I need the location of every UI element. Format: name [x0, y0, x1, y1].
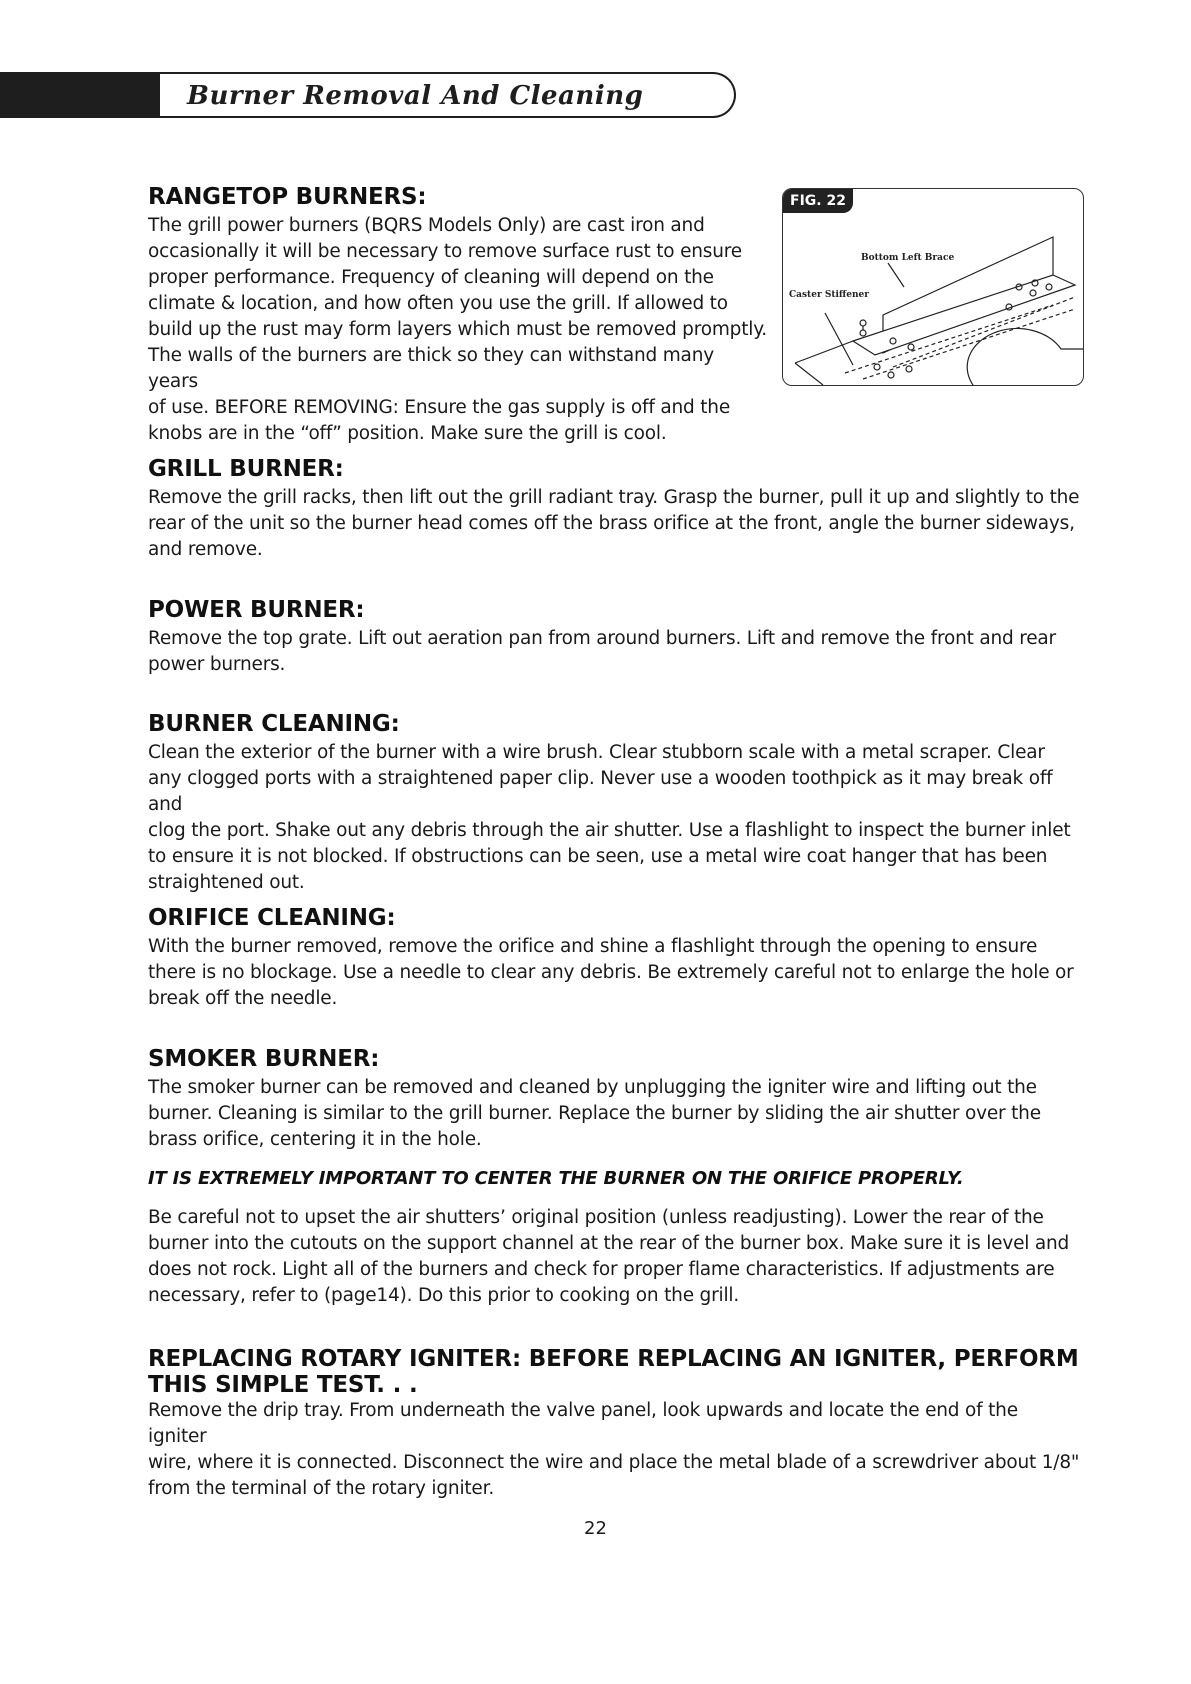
bottom-left-brace-label: Bottom Left Brace — [861, 253, 955, 263]
header-bar — [0, 72, 175, 118]
section-orifice-cleaning — [148, 905, 1082, 1012]
brace-diagram — [783, 189, 1083, 385]
section-body: The smoker burner can be removed and cleaned by unplugging the igniter wire and lifting out the burner. Cleaning is similar to the grill burner. Replace the burner by sliding the air shutter over the brass orifice, centering it in the hole. — [148, 1077, 1041, 1150]
section-heading: RANGETOP BURNERS: — [148, 184, 427, 210]
section-heading: SMOKER BURNER: — [148, 1046, 380, 1072]
page-title: Burner Removal And Cleaning — [187, 81, 644, 111]
section-body: Clean the exterior of the burner with a wire brush. Clear stubborn scale with a metal scraper. Clear any clogged ports with a straightened paper clip. Never use a wooden toothpick as it may break off and clog the port. Shake out any debris through the air shutter. Use a flashlight to inspect the burner inlet to ensure it is not blocked. If obstructions can be seen, use a metal wire coat hanger that has been straightened out. — [148, 742, 1071, 893]
section-rangetop — [148, 184, 768, 447]
section-body: Remove the top grate. Lift out aeration pan from around burners. Lift and remove the front and rear power burners. — [148, 628, 1056, 675]
section-body: With the burner removed, remove the orifice and shine a flashlight through the opening to ensure there is no blockage. Use a needle to clear any debris. Be extremely careful not to enlarge the hole or break off the needle. — [148, 936, 1074, 1009]
section-smoker-burner — [148, 1046, 1082, 1309]
important-note: IT IS EXTREMELY IMPORTANT TO CENTER THE BURNER ON THE ORIFICE PROPERLY. — [148, 1168, 964, 1189]
section-heading: ORIFICE CLEANING: — [148, 905, 396, 931]
section-replacing-igniter — [148, 1346, 1082, 1502]
caster-stiffener-label: Caster Stiffener — [789, 290, 870, 300]
section-heading: GRILL BURNER: — [148, 456, 344, 482]
page-number: 22 — [584, 1518, 607, 1539]
section-body-continued: Be careful not to upset the air shutters’ original position (unless readjusting). Lower the rear of the burner into the cutouts on the support channel at the rear of the burner box. Make sure it is level and does not rock. Light all of the burners and check for proper flame characteristics. If adjustments are necessary, refer to (page14). Do this prior to cooking on the grill. — [148, 1207, 1070, 1306]
figure-22 — [782, 188, 1084, 386]
section-power-burner — [148, 597, 1082, 678]
section-body: Remove the grill racks, then lift out the grill radiant tray. Grasp the burner, pull it up and slightly to the rear of the unit so the burner head comes off the brass orifice at the front, angle the burner sideways, and remove. — [148, 487, 1080, 560]
section-body: The grill power burners (BQRS Models Only) are cast iron and occasionally it will be necessary to remove surface rust to ensure proper performance. Frequency of cleaning will depend on the climate & location, and how often you use the grill. If allowed to build up the rust may form layers which must be removed promptly. The walls of the burners are thick so they can withstand many years of use. BEFORE REMOVING: Ensure the gas supply is off and the knobs are in the “off” position. Make sure the grill is cool. — [148, 215, 767, 444]
section-burner-cleaning — [148, 711, 1082, 896]
section-grill-burner — [148, 456, 1082, 563]
section-heading: POWER BURNER: — [148, 597, 365, 623]
figure-tag: FIG. 22 — [783, 189, 853, 213]
section-heading: BURNER CLEANING: — [148, 711, 400, 737]
section-heading: REPLACING ROTARY IGNITER: BEFORE REPLACING AN IGNITER, PERFORM THIS SIMPLE TEST. . . — [148, 1346, 1079, 1398]
section-body: Remove the drip tray. From underneath the valve panel, look upwards and locate the end of the igniter wire, where it is connected. Disconnect the wire and place the metal blade of a screwdriver about 1/8" from the terminal of the rotary igniter. — [148, 1400, 1080, 1499]
